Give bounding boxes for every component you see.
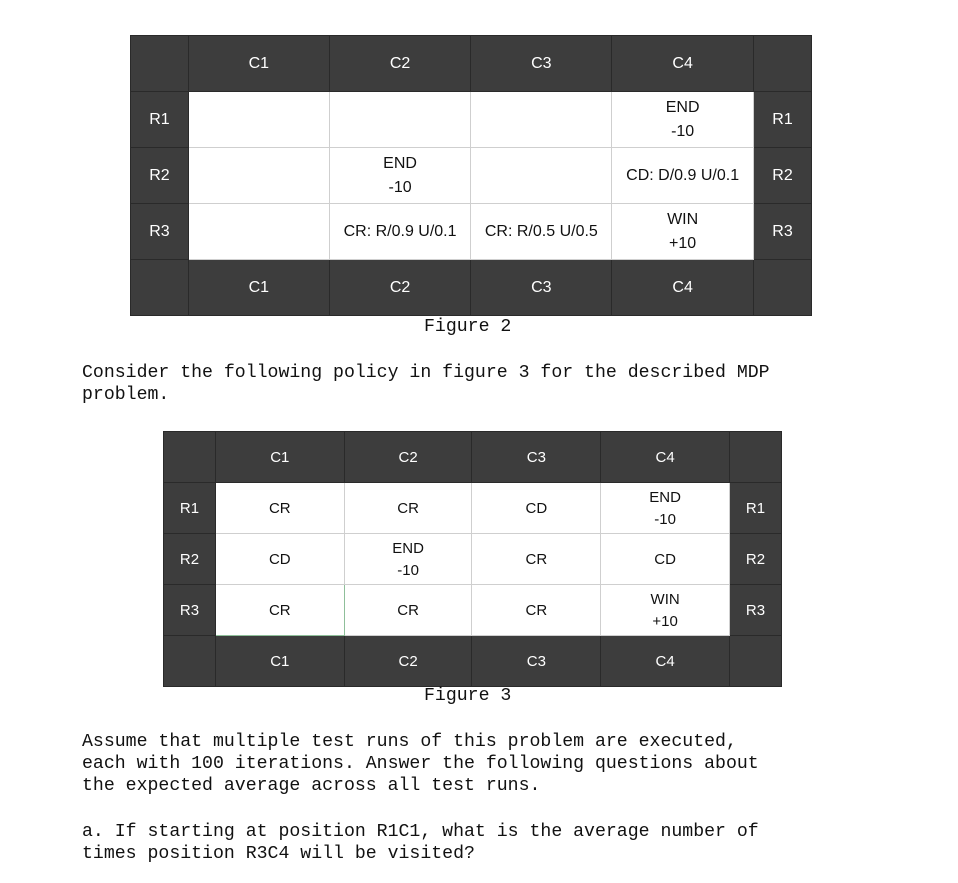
figure-3-grid <box>163 431 782 687</box>
grid-cell-r2c4 <box>612 148 754 204</box>
policy-action: CR <box>525 550 548 568</box>
policy-action: CR <box>268 499 291 517</box>
row-header-right: R1 <box>730 483 782 534</box>
column-header-top: C1 <box>215 432 344 483</box>
column-header-bottom: C4 <box>612 260 754 316</box>
column-header-bottom: C3 <box>471 260 612 316</box>
cell-reward: -10 <box>671 122 695 140</box>
column-header-bottom: C3 <box>472 636 601 687</box>
cell-reward: +10 <box>669 234 697 252</box>
cell-label: END <box>665 98 700 116</box>
row-header-left: R1 <box>131 92 189 148</box>
grid-cell-r3c2 <box>329 204 471 260</box>
cell-reward: +10 <box>652 612 678 630</box>
question-a: a. If starting at position R1C1, what is the average number of times position R3C4 will be visited? <box>82 822 759 864</box>
assumption-paragraph: Assume that multiple test runs of this problem are executed, each with 100 iterations. Answer the following questions about the expected average across all test runs. <box>82 732 759 796</box>
figure-2-grid <box>130 35 812 316</box>
column-header-bottom: C1 <box>188 260 329 316</box>
column-header-bottom: C2 <box>344 636 472 687</box>
column-header-bottom: C2 <box>329 260 471 316</box>
column-header-top: C4 <box>612 36 754 92</box>
policy-cell-r2c2 <box>344 534 472 585</box>
policy-cell-r2c1 <box>215 534 344 585</box>
grid-cell-r3c1 <box>188 204 329 260</box>
row-header-left: R3 <box>164 585 216 636</box>
cell-label: CD: D/0.9 U/0.1 <box>626 166 740 184</box>
policy-action: CD <box>268 550 291 568</box>
policy-action: CR <box>397 499 419 517</box>
policy-action: CR <box>268 601 291 619</box>
cell-label: WIN <box>650 590 680 608</box>
row-header-left: R2 <box>164 534 216 585</box>
policy-action: CD <box>525 499 548 517</box>
column-header-top: C4 <box>601 432 730 483</box>
grid-cell-r1c4 <box>612 92 754 148</box>
row-header-right: R3 <box>730 585 782 636</box>
policy-action: CD <box>654 550 676 568</box>
grid-cell-r3c3 <box>471 204 612 260</box>
corner-cell <box>730 636 782 687</box>
cell-label: END <box>383 154 417 172</box>
row-header-right: R1 <box>754 92 812 148</box>
policy-cell-r3c3 <box>472 585 601 636</box>
policy-cell-r1c1 <box>215 483 344 534</box>
figure-2-caption: Figure 2 <box>424 317 512 337</box>
intro-paragraph: Consider the following policy in figure 3 for the described MDP problem. <box>82 363 770 405</box>
policy-cell-r1c2 <box>344 483 472 534</box>
corner-cell <box>164 432 216 483</box>
grid-cell-r2c3 <box>471 148 612 204</box>
policy-action: CR <box>397 601 419 619</box>
corner-cell <box>754 36 812 92</box>
row-header-right: R2 <box>730 534 782 585</box>
cell-reward: -10 <box>654 510 676 528</box>
grid-cell-r1c3 <box>471 92 612 148</box>
column-header-top: C2 <box>329 36 471 92</box>
cell-label: CR: R/0.9 U/0.1 <box>343 222 457 240</box>
row-header-left: R1 <box>164 483 216 534</box>
figure-3-caption: Figure 3 <box>424 686 512 706</box>
grid-cell-r2c1 <box>188 148 329 204</box>
corner-cell <box>754 260 812 316</box>
grid-cell-r3c4 <box>612 204 754 260</box>
column-header-top: C3 <box>471 36 612 92</box>
policy-cell-r1c4 <box>601 483 730 534</box>
column-header-top: C3 <box>472 432 601 483</box>
grid-cell-r2c2 <box>329 148 471 204</box>
column-header-top: C2 <box>344 432 472 483</box>
column-header-top: C1 <box>188 36 329 92</box>
cell-reward: -10 <box>388 178 412 196</box>
policy-cell-r3c4 <box>601 585 730 636</box>
corner-cell <box>131 36 189 92</box>
cell-label: END <box>392 539 424 557</box>
policy-cell-r1c3 <box>472 483 601 534</box>
row-header-right: R3 <box>754 204 812 260</box>
cell-label: CR: R/0.5 U/0.5 <box>484 222 598 240</box>
policy-cell-r3c2 <box>344 585 472 636</box>
column-header-bottom: C4 <box>601 636 730 687</box>
corner-cell <box>131 260 189 316</box>
row-header-left: R2 <box>131 148 189 204</box>
policy-cell-r2c4 <box>601 534 730 585</box>
column-header-bottom: C1 <box>215 636 344 687</box>
cell-label: END <box>649 488 681 506</box>
policy-action: CR <box>525 601 548 619</box>
grid-cell-r1c2 <box>329 92 471 148</box>
grid-cell-r1c1 <box>188 92 329 148</box>
row-header-left: R3 <box>131 204 189 260</box>
cell-reward: -10 <box>397 561 419 579</box>
policy-cell-r2c3 <box>472 534 601 585</box>
policy-cell-r3c1 <box>215 585 344 636</box>
cell-label: WIN <box>667 210 699 228</box>
corner-cell <box>730 432 782 483</box>
corner-cell <box>164 636 216 687</box>
row-header-right: R2 <box>754 148 812 204</box>
